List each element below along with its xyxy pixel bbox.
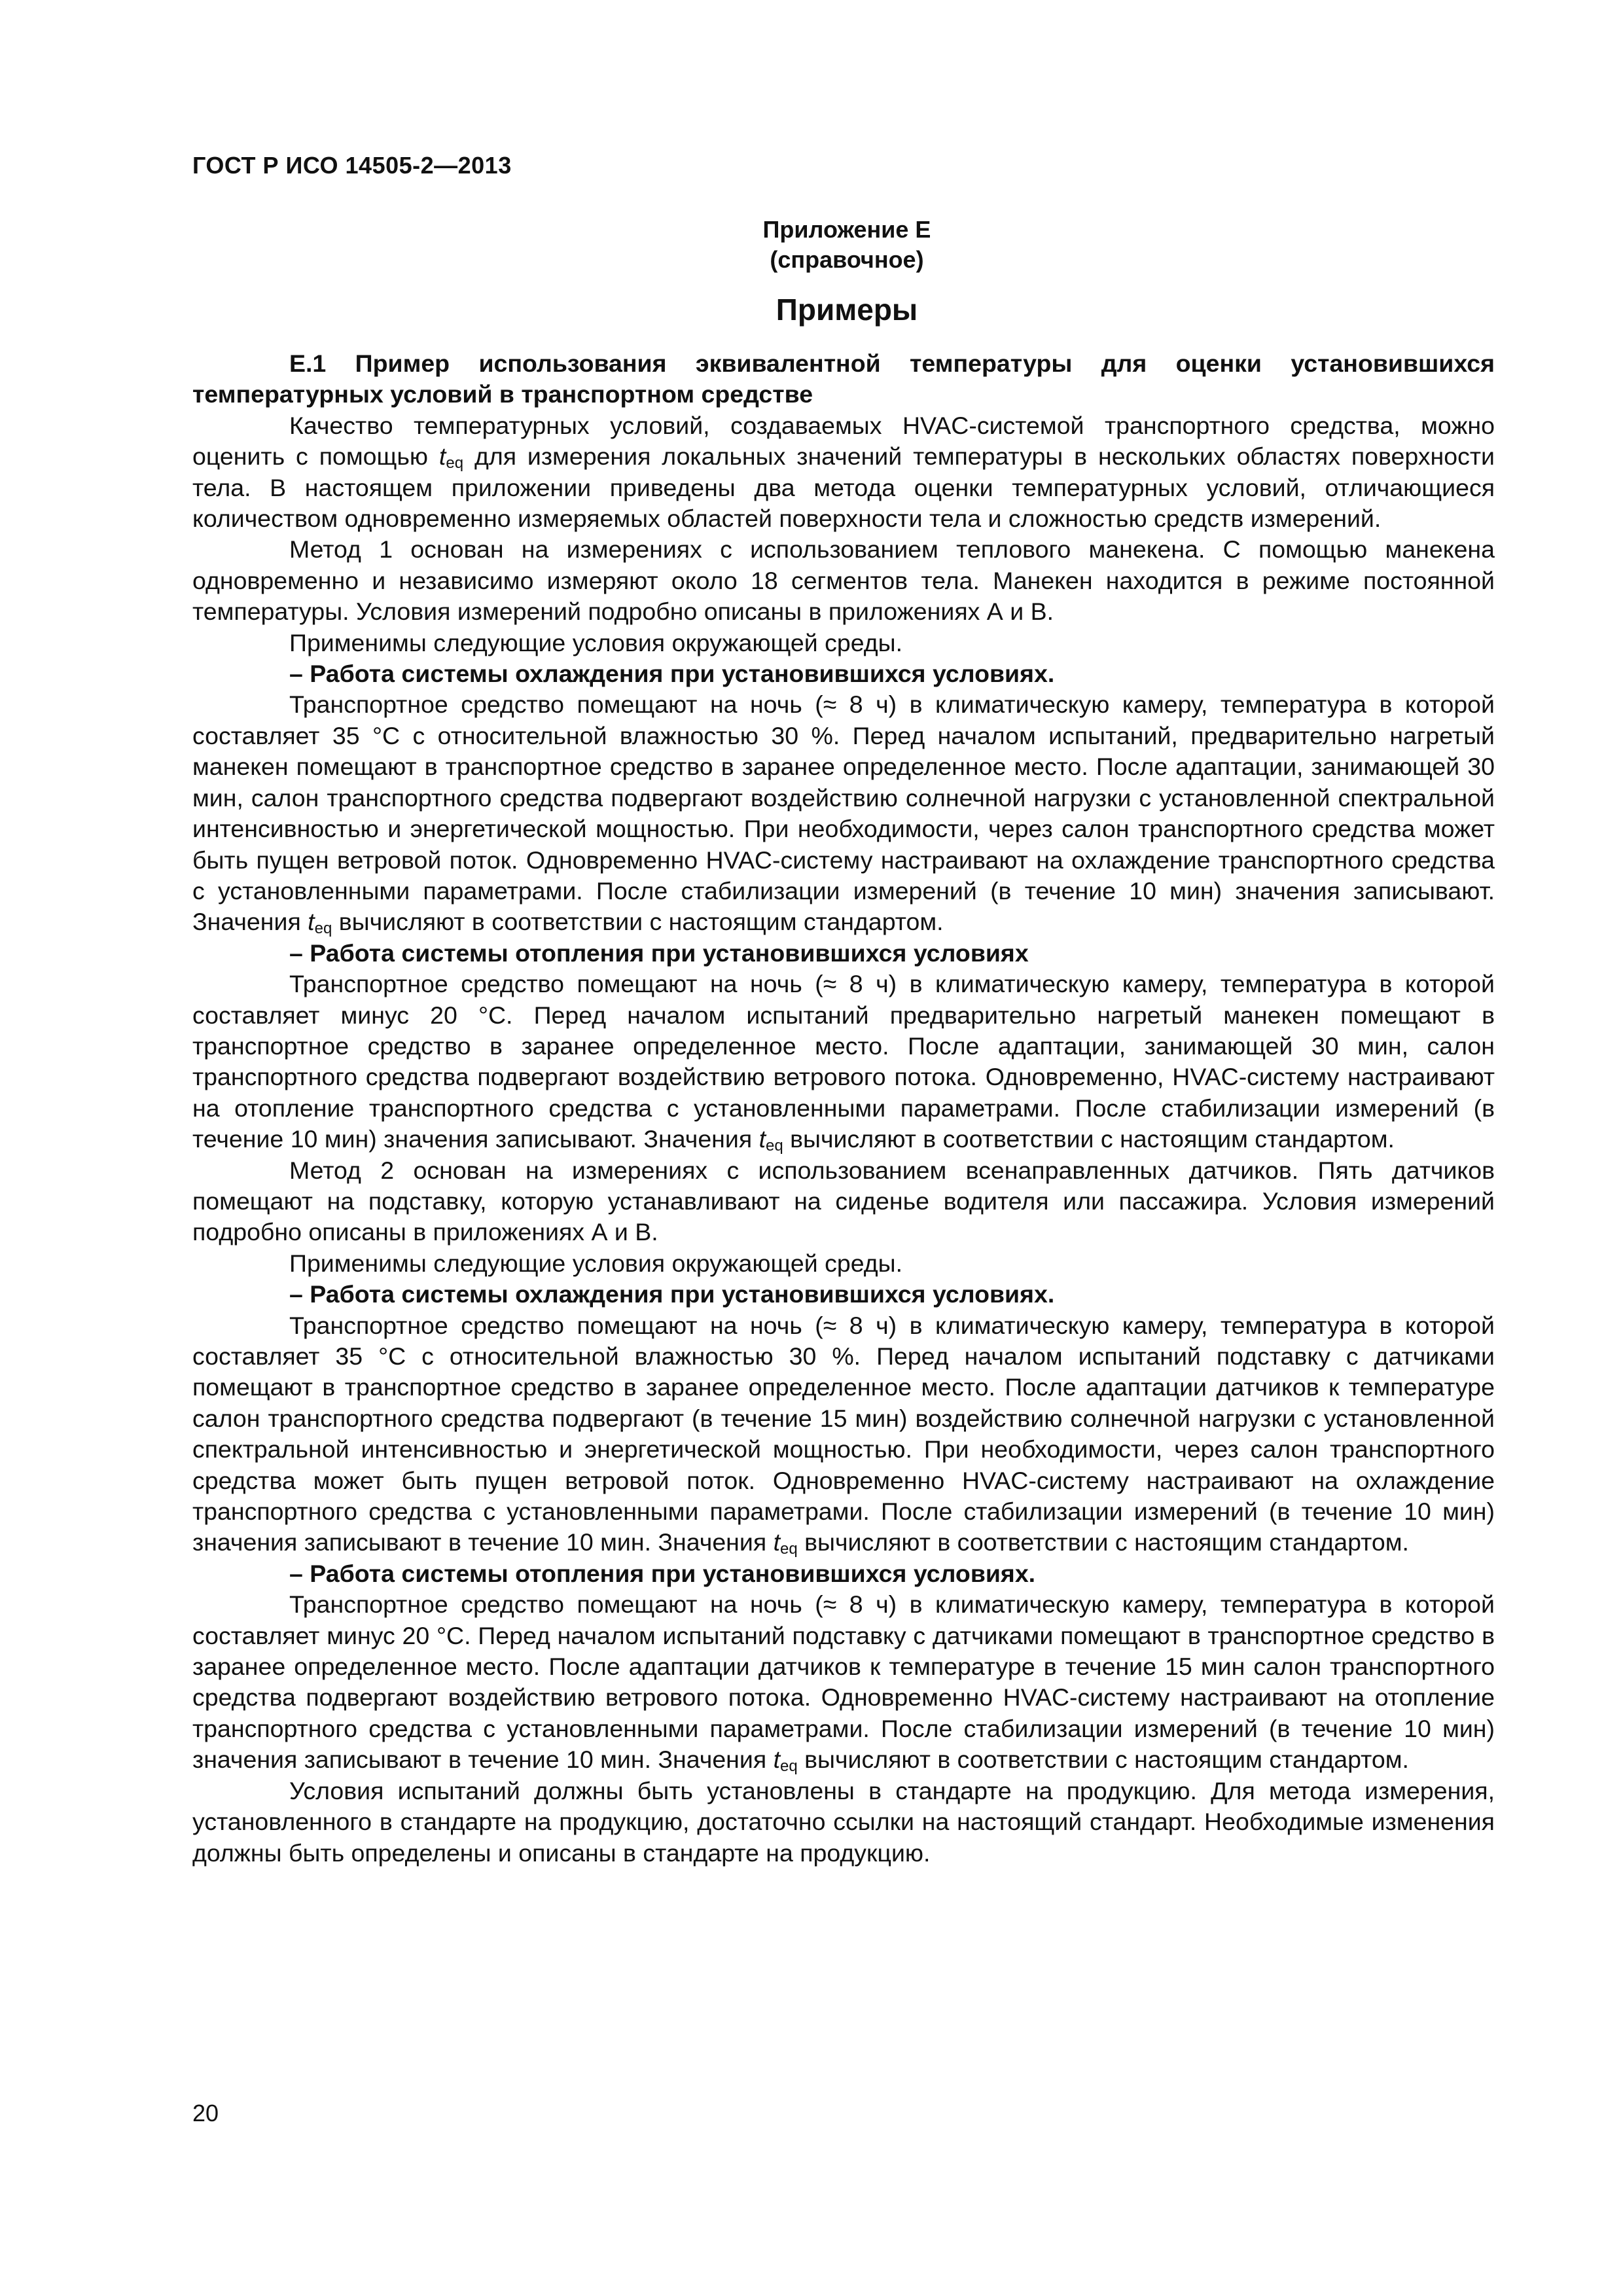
teq-symbol: t [773, 1746, 780, 1774]
paragraph-text: – Работа системы охлаждения при установившихся условиях. [289, 660, 1055, 688]
paragraph-text: Транспортное средство помещают на ночь (≈ 8 ч) в климатическую камеру, температура в которой составляет минус 20 °С. Перед началом испытаний предварительно нагретый манекен помещают в транспортное средство в заранее определенное место. После адаптации, занимающей 30 мин, салон транспортного средства подвергают воздействию ветрового потока. Одновременно, HVAC-систему настраивают на отопление транспортного средства с установленными параметрами. После стабилизации измерений (в течение 10 мин) значения записывают. Значения [192, 970, 1495, 1153]
body-paragraph [192, 628, 1495, 658]
paragraph-text: вычисляют в соответствии с настоящим стандартом. [332, 908, 944, 936]
paragraph-text: Применимы следующие условия окружающей среды. [289, 1249, 903, 1277]
teq-subscript: eq [780, 1540, 798, 1558]
body-paragraph [192, 410, 1495, 535]
body-paragraph [192, 1248, 1495, 1279]
paragraph-text: для измерения локальных значений температуры в нескольких областях поверхности тела. В настоящем приложении приведены два метода оценки температурных условий, отличающиеся количеством одновременно измеряемых областей поверхности тела и сложностью средств измерений. [192, 442, 1495, 533]
teq-symbol: t [773, 1528, 780, 1556]
appendix-title: Примеры [776, 293, 918, 327]
paragraph-text: Транспортное средство помещают на ночь (≈ 8 ч) в климатическую камеру, температура в которой составляет 35 °С с относительной влажностью 30 %. Перед началом испытаний, предварительно нагретый манекен помещают в транспортное средство в заранее определенное место. После адаптации, занимающей 30 мин, салон транспортного средства подвергают воздействию солнечной нагрузки с установленной спектральной интенсивностью и энергетической мощностью. При необходимости, через салон транспортного средства может быть пущен ветровой поток. Одновременно HVAC-систему настраивают на охлаждение транспортного средства с установленными параметрами. После стабилизации измерений (в течение 10 мин) значения записывают. Значения [192, 691, 1495, 936]
appendix-label: Приложение Е [762, 216, 931, 243]
body-paragraph [192, 1310, 1495, 1558]
paragraph-text: Применимы следующие условия окружающей среды. [289, 628, 903, 656]
paragraph-text: Транспортное средство помещают на ночь (≈ 8 ч) в климатическую камеру, температура в которой составляет минус 20 °С. Перед началом испытаний подставку с датчиками помещают в транспортное средство в заранее определенное место. После адаптации датчиков к температуре в течение 15 мин салон транспортного средства подвергают воздействию ветрового потока. Одновременно HVAC-систему настраивают на отопление транспортного средства с установленными параметрами. После стабилизации измерений (в течение 10 мин) значения записывают в течение 10 мин. Значения [192, 1590, 1495, 1774]
condition-subheading [192, 658, 1495, 689]
appendix-heading [192, 215, 1501, 275]
document-code-header: ГОСТ Р ИСО 14505-2—2013 [192, 152, 512, 179]
paragraph-text: – Работа системы охлаждения при установившихся условиях. [289, 1280, 1055, 1308]
teq-subscript: eq [765, 1137, 783, 1155]
paragraph-list [192, 410, 1495, 1869]
paragraph-text: Метод 2 основан на измерениях с использованием всенаправленных датчиков. Пять датчиков помещают на подставку, которую устанавливают на сиденье водителя или пассажира. Условия измерений подробно описаны в приложениях А и В. [192, 1156, 1495, 1246]
paragraph-text: Качество температурных условий, создаваемых HVAC-системой транспортного средства, можно оценить с помощью [192, 411, 1495, 471]
body-paragraph [192, 969, 1495, 1155]
appendix-note: (справочное) [770, 246, 924, 273]
paragraph-text: вычисляют в соответствии с настоящим стандартом. [797, 1746, 1409, 1774]
paragraph-text: вычисляют в соответствии с настоящим стандартом. [783, 1125, 1395, 1153]
teq-subscript: eq [314, 920, 332, 938]
teq-symbol: t [308, 908, 315, 936]
body-paragraph [192, 689, 1495, 937]
teq-symbol: t [758, 1125, 766, 1153]
body-paragraph [192, 1776, 1495, 1869]
teq-symbol: t [438, 442, 446, 471]
paragraph-text: – Работа системы отопления при установившихся условиях [289, 939, 1029, 967]
teq-subscript: eq [446, 454, 464, 473]
teq-subscript: eq [780, 1757, 798, 1776]
paragraph-text: – Работа системы отопления при установившихся условиях. [289, 1559, 1036, 1587]
body-paragraph [192, 1589, 1495, 1775]
condition-subheading [192, 938, 1495, 969]
body-paragraph [192, 534, 1495, 627]
paragraph-text: Метод 1 основан на измерениях с использованием теплового манекена. С помощью манекена одновременно и независимо измеряют около 18 сегментов тела. Манекен находится в режиме постоянной температуры. Условия измерений подробно описаны в приложениях А и В. [192, 535, 1495, 626]
condition-subheading [192, 1558, 1495, 1589]
section-heading: Е.1 Пример использования эквивалентной температуры для оценки установившихся температурных условий в транспортном средстве [192, 350, 1495, 408]
condition-subheading [192, 1279, 1495, 1310]
paragraph-text: Транспортное средство помещают на ночь (≈ 8 ч) в климатическую камеру, температура в которой составляет 35 °С с относительной влажностью 30 %. Перед началом испытаний подставку с датчиками помещают в транспортное средство в заранее определенное место. После адаптации датчиков к температуре салон транспортного средства подвергают (в течение 15 мин) воздействию солнечной нагрузки с установленной спектральной интенсивностью и энергетической мощностью. При необходимости, через салон транспортного средства может быть пущен ветровой поток. Одновременно HVAC-систему настраивают на охлаждение транспортного средства с установленными параметрами. После стабилизации измерений (в течение 10 мин) значения записывают в течение 10 мин. Значения [192, 1311, 1495, 1556]
section-body [192, 348, 1495, 1869]
page-number: 20 [192, 2100, 219, 2126]
paragraph-text: вычисляют в соответствии с настоящим стандартом. [797, 1528, 1409, 1556]
body-paragraph [192, 1155, 1495, 1248]
paragraph-text: Условия испытаний должны быть установлены в стандарте на продукцию. Для метода измерения, установленного в стандарте на продукцию, достаточно ссылки на настоящий стандарт. Необходимые изменения должны быть определены и описаны в стандарте на продукцию. [192, 1776, 1495, 1867]
